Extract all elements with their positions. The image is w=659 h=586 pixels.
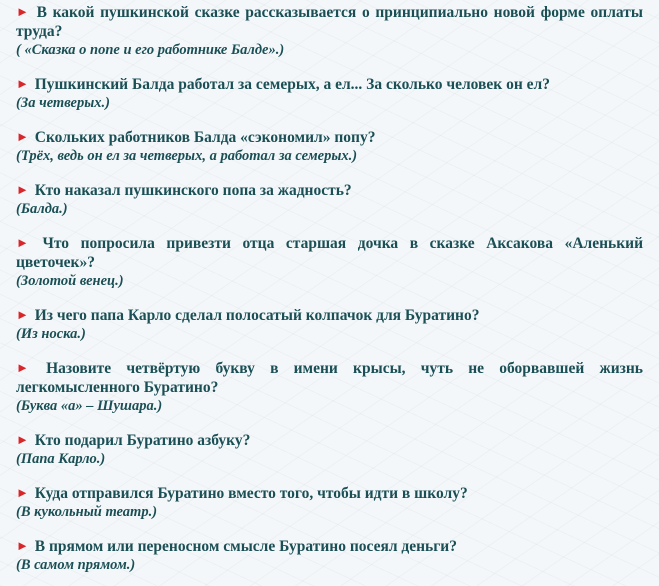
question-label: Куда отправился Буратино вместо того, чтобы идти в школу? xyxy=(34,485,468,502)
qa-item xyxy=(16,234,643,291)
question-label: В прямом или переносном смысле Буратино посеял деньги? xyxy=(34,538,457,555)
qa-item xyxy=(16,537,643,575)
red-triangle-bullet-icon: ► xyxy=(16,538,29,553)
red-triangle-bullet-icon: ► xyxy=(16,485,29,500)
qa-item xyxy=(16,3,643,60)
answer-text: (В самом прямом.) xyxy=(16,557,136,573)
answer-text: (Балда.) xyxy=(16,201,68,217)
question-label: Пушкинский Балда работал за семерых, а ел... За сколько человек он ел? xyxy=(34,76,550,93)
red-triangle-bullet-icon: ► xyxy=(16,76,29,91)
answer-text: (Из носка.) xyxy=(16,326,86,342)
question-text xyxy=(16,181,643,200)
red-triangle-bullet-icon: ► xyxy=(16,432,29,447)
qa-item xyxy=(16,128,643,166)
qa-item xyxy=(16,75,643,113)
question-text xyxy=(16,128,643,147)
question-text xyxy=(16,431,643,450)
red-triangle-bullet-icon: ► xyxy=(16,129,29,144)
question-label: В какой пушкинской сказке рассказывается о принципиально новой форме оплаты труда? xyxy=(16,4,643,40)
answer-text: (Буква «а» – Шушара.) xyxy=(16,398,163,414)
qa-item xyxy=(16,484,643,522)
question-label: Назовите четвёртую букву в имени крысы, чуть не оборвавшей жизнь легкомысленного Буратино? xyxy=(16,360,643,396)
question-label: Из чего папа Карло сделал полосатый колпачок для Буратино? xyxy=(34,307,480,324)
question-label: Скольких работников Балда «сэкономил» попу? xyxy=(34,129,376,146)
question-label: Что попросила привезти отца старшая дочка в сказке Аксакова «Аленький цветочек»? xyxy=(16,235,644,271)
red-triangle-bullet-icon: ► xyxy=(16,4,29,19)
qa-item xyxy=(16,306,643,344)
red-triangle-bullet-icon: ► xyxy=(16,182,29,197)
answer-text: (Золотой венец.) xyxy=(16,273,124,289)
red-triangle-bullet-icon: ► xyxy=(16,307,29,322)
question-label: Кто подарил Буратино азбуку? xyxy=(34,432,251,449)
qa-item xyxy=(16,431,643,469)
question-text xyxy=(16,484,643,503)
question-text xyxy=(16,75,643,94)
answer-text: (Трёх, ведь он ел за четверых, а работал за семерых.) xyxy=(16,148,358,164)
question-text xyxy=(16,359,643,397)
answer-text: (В кукольный театр.) xyxy=(16,504,158,520)
question-label: Кто наказал пушкинского попа за жадность? xyxy=(34,182,352,199)
qa-item xyxy=(16,181,643,219)
qa-item xyxy=(16,359,643,416)
red-triangle-bullet-icon: ► xyxy=(16,360,29,375)
question-text xyxy=(16,306,643,325)
question-text xyxy=(16,537,643,556)
question-text xyxy=(16,234,643,272)
question-text xyxy=(16,3,643,41)
red-triangle-bullet-icon: ► xyxy=(16,235,29,250)
answer-text: (За четверых.) xyxy=(16,95,110,111)
answer-text: ( «Сказка о попе и его работнике Балде».) xyxy=(16,42,285,58)
answer-text: (Папа Карло.) xyxy=(16,451,106,467)
